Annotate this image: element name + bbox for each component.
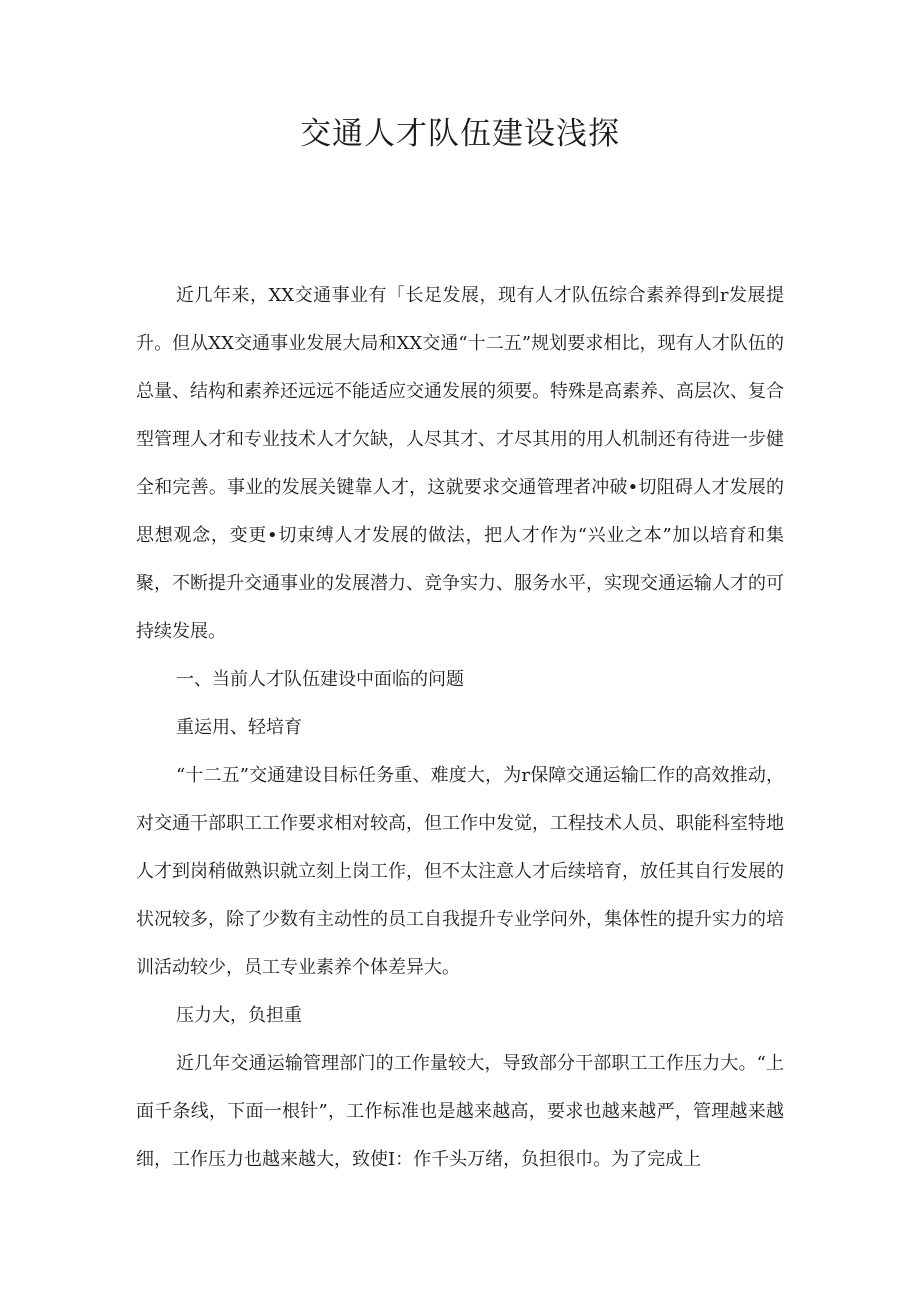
section-heading-1: 一、当前人才队伍建设中面临的问题 (176, 669, 464, 690)
subheading-training: 重运用、轻培育 (176, 717, 302, 738)
document-body (136, 272, 784, 1184)
training-paragraph: “十二五”交通建设目标任务重、难度大，为r保障交通运输匚作的高效推动，对交通干部职工工作要求相对较高，但工作中发觉，工程技术人员、职能科室特地人才到岗稍做熟识就立刻上岗工作，但不太注意人才后续培育，放任其自行发展的状况较多，除了少数有主动性的员工自我提升专业学问外，集体性的提升实力的培训活动较少，员工专业素养个体差异大。 (136, 765, 784, 978)
document-title: 交通人才队伍建设浅探 (300, 116, 620, 152)
intro-paragraph: 近几年来，XX交通事业有「长足发展，现有人才队伍综合素养得到r发展提升。但从XX交通事业发展大局和XX交通“十二五”规划要求相比，现有人才队伍的总量、结构和素养还远远不能适应交通发展的须要。特殊是高素养、高层次、复合型管理人才和专业技术人才欠缺，人尽其才、才尽其用的用人机制还有待进一步健全和完善。事业的发展关键靠人才，这就要求交通管理者冲破•切阻碍人才发展的思想观念，变更•切束缚人才发展的做法，把人才作为“兴业之本”加以培育和集聚，不断提升交通事业的发展潜力、竞争实力、服务水平，实现交通运输人才的可持续发展。 (136, 285, 784, 642)
subheading-pressure: 压力大，负担重 (176, 1005, 302, 1026)
pressure-paragraph: 近几年交通运输管理部门的工作量较大，导致部分干部职工工作压力大。“上面千条线，下面一根针”，工作标准也是越来越高，要求也越来越严，管理越来越细，工作压力也越来越大，致使I：作千头万绪，负担很巾。为了完成上 (136, 1053, 784, 1170)
